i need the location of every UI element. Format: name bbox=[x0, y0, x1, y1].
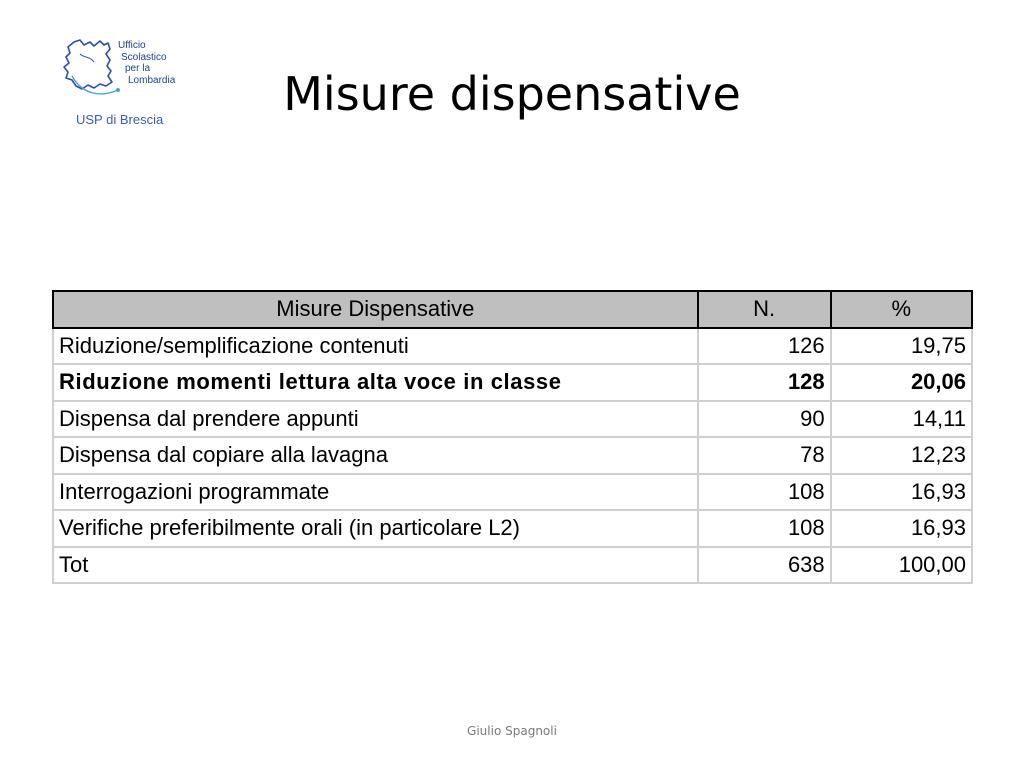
column-header-count: N. bbox=[698, 291, 831, 328]
table-row bbox=[53, 437, 972, 474]
row-percent: 16,93 bbox=[831, 510, 972, 547]
row-label: Verifiche preferibilmente orali (in particolare L2) bbox=[53, 510, 698, 547]
row-label: Interrogazioni programmate bbox=[53, 474, 698, 511]
row-count: 108 bbox=[698, 474, 831, 511]
slide-title: Misure dispensative bbox=[283, 67, 741, 121]
slide-title-container bbox=[0, 64, 1024, 124]
table-row-highlighted bbox=[53, 364, 972, 401]
row-percent: 20,06 bbox=[831, 364, 972, 401]
row-count: 126 bbox=[698, 328, 831, 365]
row-label: Riduzione momenti lettura alta voce in classe bbox=[53, 364, 698, 401]
row-count: 78 bbox=[698, 437, 831, 474]
logo-subtitle: USP di Brescia bbox=[76, 112, 164, 127]
row-percent: 100,00 bbox=[831, 547, 972, 584]
logo-line: Scolastico bbox=[121, 51, 167, 63]
logo-line: Ufficio bbox=[118, 40, 146, 51]
row-percent: 14,11 bbox=[831, 401, 972, 438]
row-label: Dispensa dal prendere appunti bbox=[53, 401, 698, 438]
logo-line: Lombardia bbox=[128, 74, 176, 86]
table-row bbox=[53, 328, 972, 365]
row-percent: 12,23 bbox=[831, 437, 972, 474]
row-label: Dispensa dal copiare alla lavagna bbox=[53, 437, 698, 474]
row-label: Tot bbox=[53, 547, 698, 584]
table-row bbox=[53, 510, 972, 547]
table-row bbox=[53, 474, 972, 511]
row-count: 128 bbox=[698, 364, 831, 401]
dispensative-measures-table bbox=[52, 290, 973, 584]
row-count: 108 bbox=[698, 510, 831, 547]
row-percent: 16,93 bbox=[831, 474, 972, 511]
logo-line: per la bbox=[125, 63, 151, 74]
row-percent: 19,75 bbox=[831, 328, 972, 365]
table-header-row bbox=[53, 291, 972, 328]
slide-footer-author: Giulio Spagnoli bbox=[467, 724, 557, 738]
row-count: 638 bbox=[698, 547, 831, 584]
table-row bbox=[53, 401, 972, 438]
row-count: 90 bbox=[698, 401, 831, 438]
row-label: Riduzione/semplificazione contenuti bbox=[53, 328, 698, 365]
column-header-percent: % bbox=[831, 291, 972, 328]
column-header-measures: Misure Dispensative bbox=[53, 291, 698, 328]
table-row-total bbox=[53, 547, 972, 584]
